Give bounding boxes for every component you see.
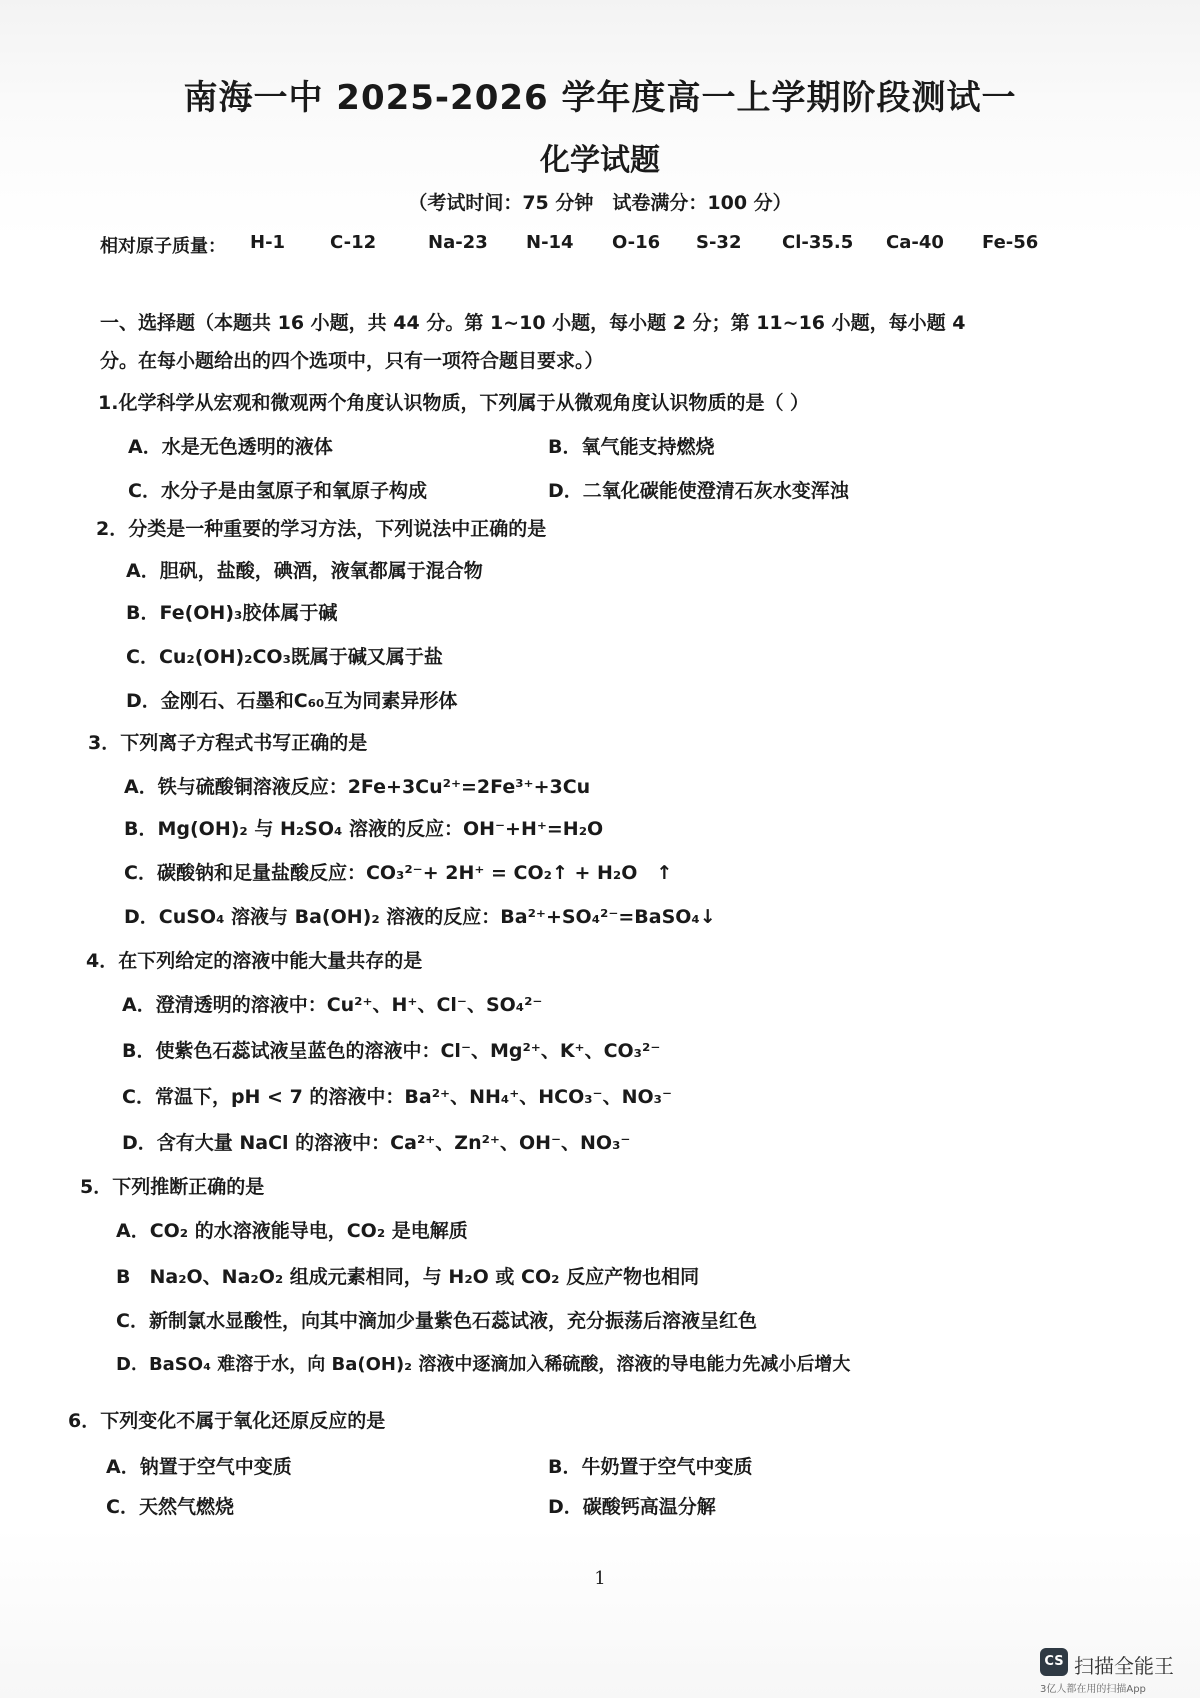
question-6-option-a: A．钠置于空气中变质 [106, 1456, 292, 1478]
atomic-mass-item: S-32 [696, 232, 742, 253]
scanner-logo-icon: CS [1040, 1648, 1068, 1676]
question-5-option-a: A．CO₂ 的水溶液能导电，CO₂ 是电解质 [116, 1220, 468, 1242]
exam-title: 南海一中 2025-2026 学年度高一上学期阶段测试一 [183, 78, 1017, 118]
section-heading [100, 304, 1040, 380]
atomic-mass-item: Na-23 [428, 232, 488, 253]
question-6-option-d: D．碳酸钙高温分解 [548, 1496, 716, 1518]
question-5-stem: 5．下列推断正确的是 [80, 1176, 265, 1198]
exam-info: （考试时间：75 分钟 试卷满分：100 分） [408, 192, 792, 214]
section-instructions-line1: 一、选择题（本题共 16 小题，共 44 分。第 1~10 小题，每小题 2 分；第 11~16 小题，每小题 4 [100, 312, 966, 334]
question-5-option-b: B Na₂O、Na₂O₂ 组成元素相同，与 H₂O 或 CO₂ 反应产物也相同 [116, 1266, 700, 1288]
atomic-mass-item: H-1 [250, 232, 286, 253]
question-4-option-b: B．使紫色石蕊试液呈蓝色的溶液中：Cl⁻、Mg²⁺、K⁺、CO₃²⁻ [122, 1040, 661, 1062]
question-4-option-a: A．澄清透明的溶液中：Cu²⁺、H⁺、Cl⁻、SO₄²⁻ [122, 994, 543, 1016]
scanner-app-name: 扫描全能王 [1074, 1654, 1174, 1678]
atomic-mass-item: Ca-40 [886, 232, 944, 253]
question-4-stem: 4．在下列给定的溶液中能大量共存的是 [86, 950, 423, 972]
question-4-option-c: C．常温下，pH < 7 的溶液中：Ba²⁺、NH₄⁺、HCO₃⁻、NO₃⁻ [122, 1086, 672, 1108]
question-3-option-a: A．铁与硫酸铜溶液反应：2Fe+3Cu²⁺=2Fe³⁺+3Cu [124, 776, 591, 798]
atomic-masses-label: 相对原子质量： [100, 236, 226, 257]
page-number: 1 [594, 1568, 606, 1589]
atomic-mass-item: N-14 [526, 232, 574, 253]
section-instructions-line2: 分。在每小题给出的四个选项中，只有一项符合题目要求。） [100, 350, 604, 372]
question-3-option-d: D．CuSO₄ 溶液与 Ba(OH)₂ 溶液的反应：Ba²⁺+SO₄²⁻=BaSO₄↓ [124, 906, 716, 928]
question-3-option-c: C．碳酸钠和足量盐酸反应：CO₃²⁻+ 2H⁺ = CO₂↑ + H₂O ↑ [124, 862, 673, 884]
question-2-option-b: B．Fe(OH)₃胶体属于碱 [126, 602, 338, 624]
question-3-stem: 3．下列离子方程式书写正确的是 [88, 732, 368, 754]
question-6-option-c: C．天然气燃烧 [106, 1496, 234, 1518]
atomic-mass-item: Cl-35.5 [782, 232, 854, 253]
question-6-option-b: B．牛奶置于空气中变质 [548, 1456, 753, 1478]
question-1-stem: 1.化学科学从宏观和微观两个角度认识物质，下列属于从微观角度认识物质的是（ ） [98, 392, 810, 414]
question-5-option-c: C．新制氯水显酸性，向其中滴加少量紫色石蕊试液，充分振荡后溶液呈红色 [116, 1310, 757, 1332]
question-2-stem: 2．分类是一种重要的学习方法，下列说法中正确的是 [96, 518, 547, 540]
question-2-option-d: D．金刚石、石墨和C₆₀互为同素异形体 [126, 690, 458, 712]
question-3-option-b: B．Mg(OH)₂ 与 H₂SO₄ 溶液的反应：OH⁻+H⁺=H₂O [124, 818, 604, 840]
question-4-option-d: D．含有大量 NaCl 的溶液中：Ca²⁺、Zn²⁺、OH⁻、NO₃⁻ [122, 1132, 631, 1154]
question-6-stem: 6．下列变化不属于氧化还原反应的是 [68, 1410, 386, 1432]
question-1-option-d: D．二氧化碳能使澄清石灰水变浑浊 [548, 480, 849, 502]
scanner-tagline: 3亿人都在用的扫描App [1040, 1684, 1146, 1695]
atomic-mass-item: Fe-56 [982, 232, 1039, 253]
exam-subject: 化学试题 [540, 143, 660, 178]
question-1-option-c: C．水分子是由氢原子和氧原子构成 [128, 480, 427, 502]
atomic-mass-item: O-16 [612, 232, 661, 253]
question-1-option-a: A．水是无色透明的液体 [128, 436, 333, 458]
scanner-watermark [1040, 1648, 1190, 1694]
atomic-masses [100, 232, 1060, 258]
atomic-mass-item: C-12 [330, 232, 377, 253]
question-2-option-c: C．Cu₂(OH)₂CO₃既属于碱又属于盐 [126, 646, 443, 668]
question-2-option-a: A．胆矾，盐酸，碘酒，液氧都属于混合物 [126, 560, 483, 582]
question-5-option-d: D．BaSO₄ 难溶于水，向 Ba(OH)₂ 溶液中逐滴加入稀硫酸，溶液的导电能力先减小后增大 [116, 1354, 851, 1375]
question-1-option-b: B．氧气能支持燃烧 [548, 436, 715, 458]
